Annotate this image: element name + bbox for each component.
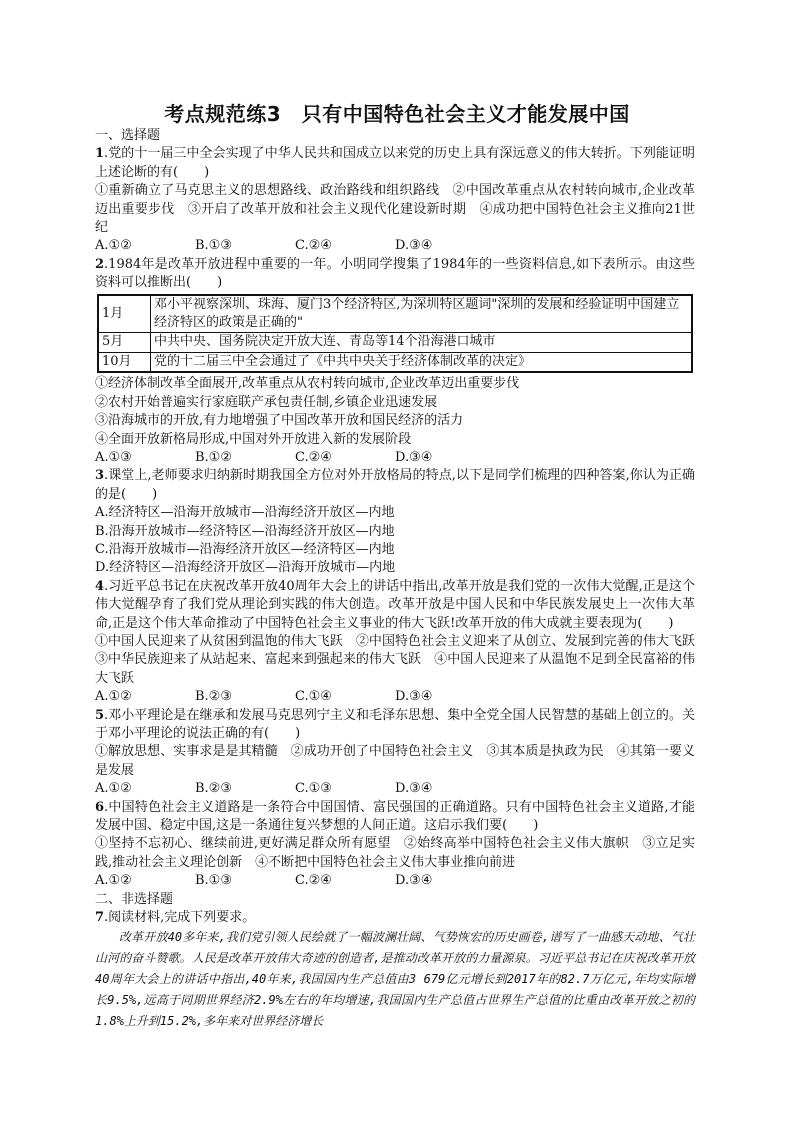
answer-options (95, 688, 695, 706)
answer-options (95, 237, 695, 255)
question-stem: 4.习近平总书记在庆祝改革开放40周年大会上的讲话中指出,改革开放是我们党的一次伟大觉醒,正是这个伟大觉醒孕育了我们党从理论到实践的伟大创造。改革开放是中国人民和中华民族发展史上一次伟大革命,正是这个伟大革命推动了中国特色社会主义事业的伟大飞跃!改革开放的伟大成就主要表现为( ) (95, 578, 695, 631)
question-items: ①中国人民迎来了从贫困到温饱的伟大飞跃 ②中国特色社会主义迎来了从创立、发展到完善的伟大飞跃 ③中华民族迎来了从站起来、富起来到强起来的伟大飞跃 ④中国人民迎来了从温饱不足到全民富裕的伟大飞跃 (95, 633, 709, 686)
reading-material: 改革开放40多年来,我们党引领人民绘就了一幅波澜壮阔、气势恢宏的历史画卷,谱写了一曲感天动地、气壮山河的奋斗赞歌。人民是改革开放伟大奇迹的创造者,是推动改革开放的力量源泉。习近平总书记在庆祝改革开放40周年大会上的讲话中指出,40年来,我国国内生产总值由3 679亿元增长到2017年的82.7万亿元,年均实际增长9.5%,远高于同期世界经济2.9%左右的年均增速,我国国内生产总值占世界生产总值的比重由改革开放之初的1.8%上升到15.2%,多年来对世界经济增长 (95, 930, 695, 1029)
question-number: 3 (95, 468, 105, 484)
section-heading-choice: 一、选择题 (95, 128, 161, 143)
document-body (95, 127, 709, 1032)
option-b[interactable]: B.①② (195, 449, 232, 465)
option-a[interactable]: A.经济特区—沿海开放城市—沿海经济开放区—内地 (95, 505, 395, 521)
option-d[interactable]: D.③④ (395, 689, 433, 705)
table-cell-event: 邓小平视察深圳、珠海、厦门3个经济特区,为深圳特区题词"深圳的发展和经验证明中国建立经济特区的政策是正确的" (151, 295, 693, 333)
question-stem: 5.邓小平理论是在继承和发展马克思列宁主义和毛泽东思想、集中全党全国人民智慧的基础上创立的。关于邓小平理论的说法正确的有( ) (95, 707, 695, 741)
option-c[interactable]: C.沿海开放城市—沿海经济开放区—经济特区—内地 (95, 541, 395, 557)
table-cell-month: 10月 (98, 352, 151, 372)
option-c[interactable]: C.②④ (295, 449, 332, 465)
option-b[interactable]: B.②③ (195, 781, 232, 797)
option-a[interactable]: A.①② (95, 781, 132, 797)
option-c[interactable]: C.②④ (295, 873, 332, 889)
table-cell-month: 5月 (98, 333, 151, 352)
question-stem: 2.1984年是改革开放进程中重要的一年。小明同学搜集了1984年的一些资料信息,如下表所示。由这些资料可以推断出( ) (95, 256, 695, 291)
page-title: 考点规范练3 只有中国特色社会主义才能发展中国 (164, 102, 630, 126)
option-d[interactable]: D.③④ (395, 449, 433, 465)
question-number: 7 (95, 910, 105, 926)
question-stem: 3.课堂上,老师要求归纳新时期我国全方位对外开放格局的特点,以下是同学们梳理的四种答案,你认为正确的是( ) (95, 468, 695, 502)
question-3 (95, 467, 695, 577)
table-row (98, 352, 692, 372)
question-items: ①坚持不忘初心、继续前进,更好满足群众所有愿望 ②始终高举中国特色社会主义伟大旗帜 ③立足实践,推动社会主义理论创新 ④不断把中国特色社会主义伟大事业推向前进 (95, 836, 695, 870)
option-c[interactable]: C.①③ (295, 781, 332, 797)
question-7 (95, 909, 695, 1032)
option-d[interactable]: D.③④ (395, 781, 433, 797)
option-b[interactable]: B.沿海开放城市—经济特区—沿海经济开放区—内地 (95, 523, 395, 539)
option-b[interactable]: B.②③ (195, 689, 232, 705)
question-items: ①重新确立了马克思主义的思想路线、政治路线和组织路线 ②中国改革重点从农村转向城市,企业改革迈出重要步伐 ③开启了改革开放和社会主义现代化建设新时期 ④成功把中国特色社会主义推向21世纪 (95, 183, 695, 236)
option-d[interactable]: D.经济特区—沿海经济开放区—沿海开放城市—内地 (95, 560, 396, 576)
question-5 (95, 707, 695, 799)
table-cell-month: 1月 (98, 295, 151, 333)
option-d[interactable]: D.③④ (395, 873, 433, 889)
question-2 (95, 256, 695, 467)
table-cell-event: 中共中央、国务院决定开放大连、青岛等14个沿海港口城市 (151, 333, 693, 352)
option-a[interactable]: A.①③ (95, 449, 132, 465)
question-number: 5 (95, 707, 105, 723)
question-4 (95, 578, 709, 707)
question-number: 2 (95, 256, 105, 272)
question-stem: 1.党的十一届三中全会实现了中华人民共和国成立以来党的历史上具有深远意义的伟大转折。下列能证明上述论断的有( ) (95, 146, 695, 180)
question-item: ②农村开始普遍实行家庭联产承包责任制,乡镇企业迅速发展 (95, 394, 438, 410)
question-item: ④全面开放新格局形成,中国对外开放进入新的发展阶段 (95, 431, 412, 447)
question-1 (95, 145, 695, 255)
answer-options (95, 449, 695, 467)
answer-options (95, 780, 695, 798)
question-item: ③沿海城市的开放,有力地增强了中国改革开放和国民经济的活力 (95, 413, 464, 429)
table-row (98, 295, 692, 333)
question-items: ①解放思想、实事求是是其精髓 ②成功开创了中国特色社会主义 ③其本质是执政为民 ④其第一要义是发展 (95, 744, 695, 778)
option-c[interactable]: C.②④ (295, 238, 332, 254)
option-a[interactable]: A.①② (95, 873, 132, 889)
question-stem: 6.中国特色社会主义道路是一条符合中国国情、富民强国的正确道路。只有中国特色社会主义道路,才能发展中国、稳定中国,这是一条通往复兴梦想的人间正道。这启示我们要( ) (95, 799, 695, 834)
question-number: 4 (95, 578, 105, 594)
question-number: 1 (95, 146, 105, 162)
option-d[interactable]: D.③④ (395, 238, 433, 254)
table-row (98, 333, 692, 352)
option-a[interactable]: A.①② (95, 689, 132, 705)
section-heading-nonchoice: 二、非选择题 (95, 891, 174, 907)
question-stem: 7.阅读材料,完成下列要求。 (95, 910, 256, 926)
question-item: ①经济体制改革全面展开,改革重点从农村转向城市,企业改革迈出重要步伐 (95, 376, 520, 392)
info-table (97, 294, 693, 374)
option-c[interactable]: C.①④ (295, 689, 332, 705)
option-a[interactable]: A.①② (95, 238, 132, 254)
question-6 (95, 799, 695, 891)
option-b[interactable]: B.①③ (195, 873, 232, 889)
table-cell-event: 党的十二届三中全会通过了《中共中央关于经济体制改革的决定》 (151, 352, 693, 372)
answer-options (95, 872, 695, 890)
question-number: 6 (95, 799, 105, 815)
option-b[interactable]: B.①③ (195, 238, 232, 254)
